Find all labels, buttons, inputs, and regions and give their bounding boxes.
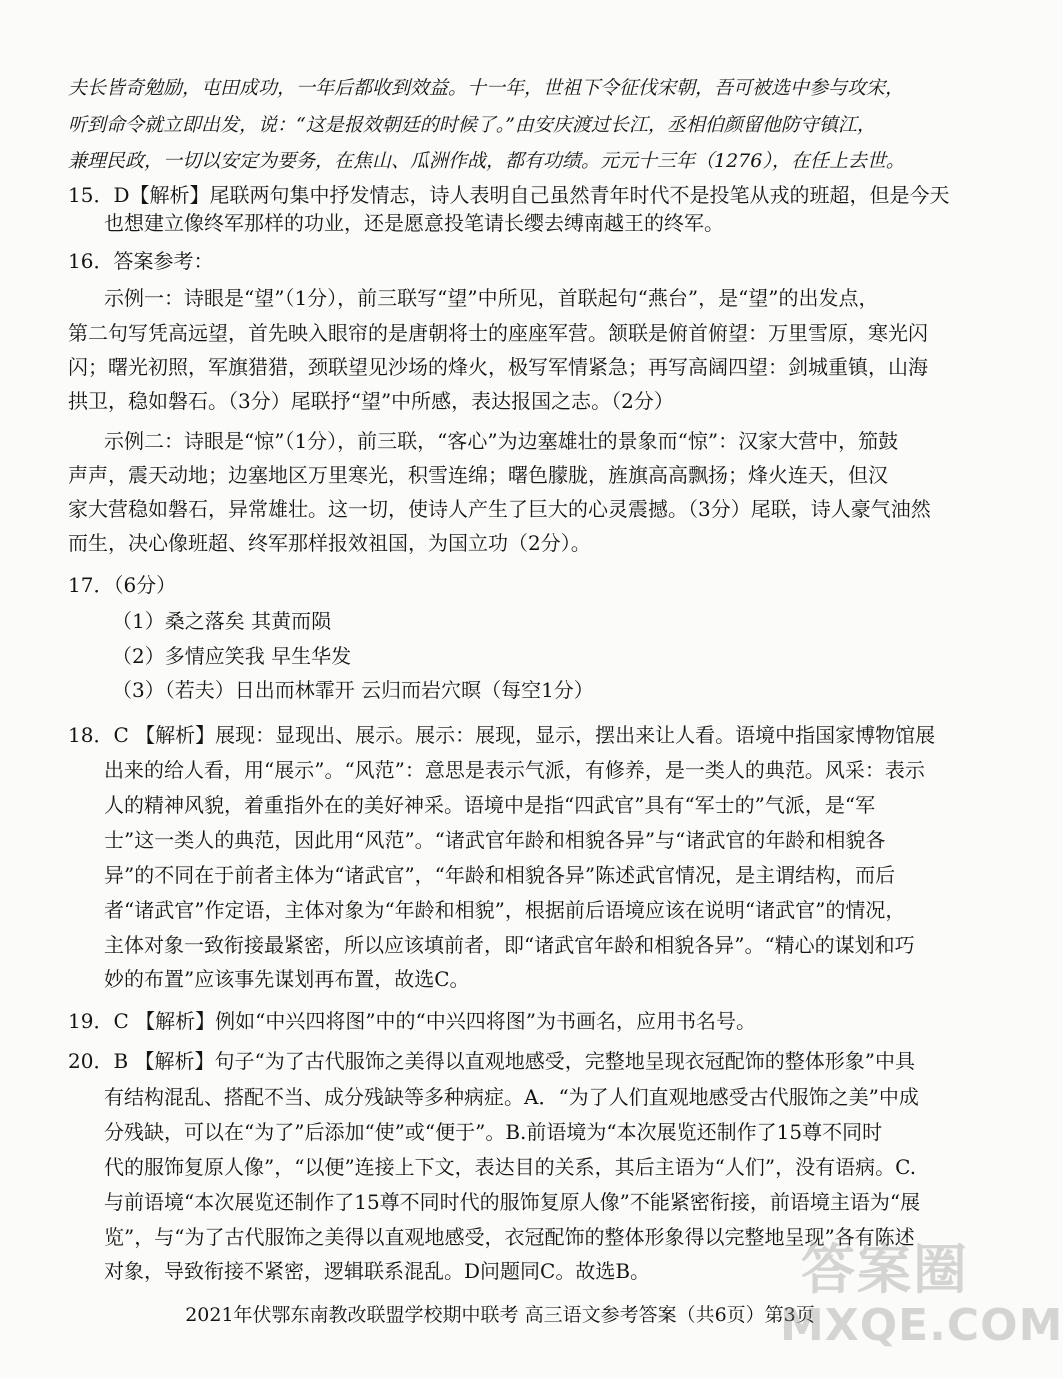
q20-line: 览”，与“为了古代服饰之美得以直观地感受，衣冠配饰的整体形象得以完整地呈现”各有陈述 — [104, 1225, 915, 1249]
q16-example1-line: 第二句写凭高远望，首先映入眼帘的是唐朝将士的座座军营。颔联是俯首俯望：万里雪原，寒光闪 — [68, 321, 928, 345]
q19-line: 19．C 【解析】例如“中兴四将图”中的“中兴四将图”为书画名，应用书名号。 — [68, 1009, 757, 1033]
q16-heading: 16．答案参考： — [68, 249, 214, 273]
q16-example1-line: 闪；曙光初照，军旗猎猎，颈联望见沙场的烽火，极写军情紧急；再写高阔四望：剑城重镇，山海 — [68, 355, 928, 379]
q18-line: 异”的不同在于前者主体为“诸武官”，“年龄和相貌各异”陈述武官情况，是主谓结构，而后 — [104, 863, 896, 887]
q15-line: 15．D【解析】尾联两句集中抒发情志，诗人表明自己虽然青年时代不是投笔从戎的班超，但是今天 — [68, 183, 950, 207]
q17-item: （1）桑之落矣 其黄而陨 — [112, 609, 332, 633]
q16-example2-line: 而生，决心像班超、终军那样报效祖国，为国立功（2分）。 — [68, 531, 591, 555]
q18-line: 妙的布置”应该事先谋划再布置，故选C。 — [104, 967, 470, 991]
q18-line: 士”这一类人的典范，因此用“风范”。“诸武官年龄和相貌各异”与“诸武官的年龄和相貌各 — [104, 828, 886, 852]
q20-line: 分残缺，可以在“为了”后添加“使”或“便于”。B.前语境为“本次展览还制作了15尊不同时 — [104, 1120, 883, 1144]
q15-line: 也想建立像终军那样的功业，还是愿意投笔请长缨去缚南越王的终军。 — [104, 211, 724, 235]
handwritten-line: 夫长皆奇勉励，屯田成功，一年后都收到效益。十一年，世祖下令征伐宋朝，吾可被选中参与攻宋， — [68, 77, 905, 99]
q17-heading: 17．（6分） — [68, 573, 177, 597]
q16-example1-line: 拱卫，稳如磐石。（3分）尾联抒“望”中所感，表达报国之志。（2分） — [68, 389, 674, 413]
q16-example1-line: 示例一：诗眼是“望”（1分），前三联写“望”中所见，首联起句“燕台”，是“望”的出发点， — [104, 286, 879, 310]
site-watermark — [780, 1238, 1063, 1369]
q16-example2-line: 示例二：诗眼是“惊”（1分），前三联，“客心”为边塞雄壮的景象而“惊”：汉家大营中，笳鼓 — [104, 429, 899, 453]
q18-line: 18．C 【解析】展现：显现出、展示。展示：展现，显示，摆出来让人看。语境中指国家博物馆展 — [68, 723, 936, 747]
q20-line: 与前语境“本次展览还制作了15尊不同时代的服饰复原人像”不能紧密衔接，前语境主语为“展 — [104, 1190, 921, 1214]
q17-item: （3）（若夫）日出而林霏开 云归而岩穴暝（每空1分） — [112, 678, 594, 702]
q18-line: 出来的给人看，用“展示”。“风范”：意思是表示气派，有修养，是一类人的典范。风采：表示 — [104, 758, 925, 782]
q20-line: 有结构混乱、搭配不当、成分残缺等多种病症。A．“为了人们直观地感受古代服饰之美”中成 — [104, 1085, 919, 1109]
handwritten-line: 兼理民政，一切以安定为要务，在焦山、瓜洲作战，都有功绩。元元十三年（1276），在任上去世。 — [68, 150, 905, 172]
q20-line: 20．B 【解析】句子“为了古代服饰之美得以直观地感受，完整地呈现衣冠配饰的整体形象”中具 — [68, 1049, 915, 1073]
q16-example2-line: 声声，震天动地；边塞地区万里寒光，积雪连绵；曙色朦胧，旌旗高高飘扬；烽火连天，但汉 — [68, 463, 888, 487]
q16-example2-line: 家大营稳如磐石，异常雄壮。这一切，使诗人产生了巨大的心灵震撼。（3分）尾联，诗人豪气油然 — [68, 497, 931, 521]
q18-line: 人的精神风貌，着重指外在的美好神采。语境中是指“四武官”具有“军士的”气派，是“军 — [104, 793, 876, 817]
watermark-logo-text: 答案圈 — [801, 1238, 969, 1301]
q20-line: 对象，导致衔接不紧密，逻辑联系混乱。D问题同C。故选B。 — [104, 1259, 651, 1283]
page-footer: 2021年伏鄂东南教改联盟学校期中联考 高三语文参考答案（共6页）第3页 — [185, 1304, 815, 1326]
q17-item: （2）多情应笑我 早生华发 — [112, 644, 352, 668]
watermark-url-text: MXQE.COM — [780, 1300, 1063, 1351]
q18-line: 主体对象一致衔接最紧密，所以应该填前者，即“诸武官年龄和相貌各异”。“精心的谋划和巧 — [104, 933, 915, 957]
q20-line: 代的服饰复原人像”，“以便”连接上下文，表达目的关系，其后主语为“人们”，没有语病。C. — [104, 1155, 917, 1179]
q18-line: 者“诸武官”作定语，主体对象为“年龄和相貌”，根据前后语境应该在说明“诸武官”的情况， — [104, 898, 906, 922]
handwritten-line: 听到命令就立即出发，说：“这是报效朝廷的时候了。”由安庆渡过长江，丞相伯颜留他防守镇江， — [68, 114, 876, 136]
